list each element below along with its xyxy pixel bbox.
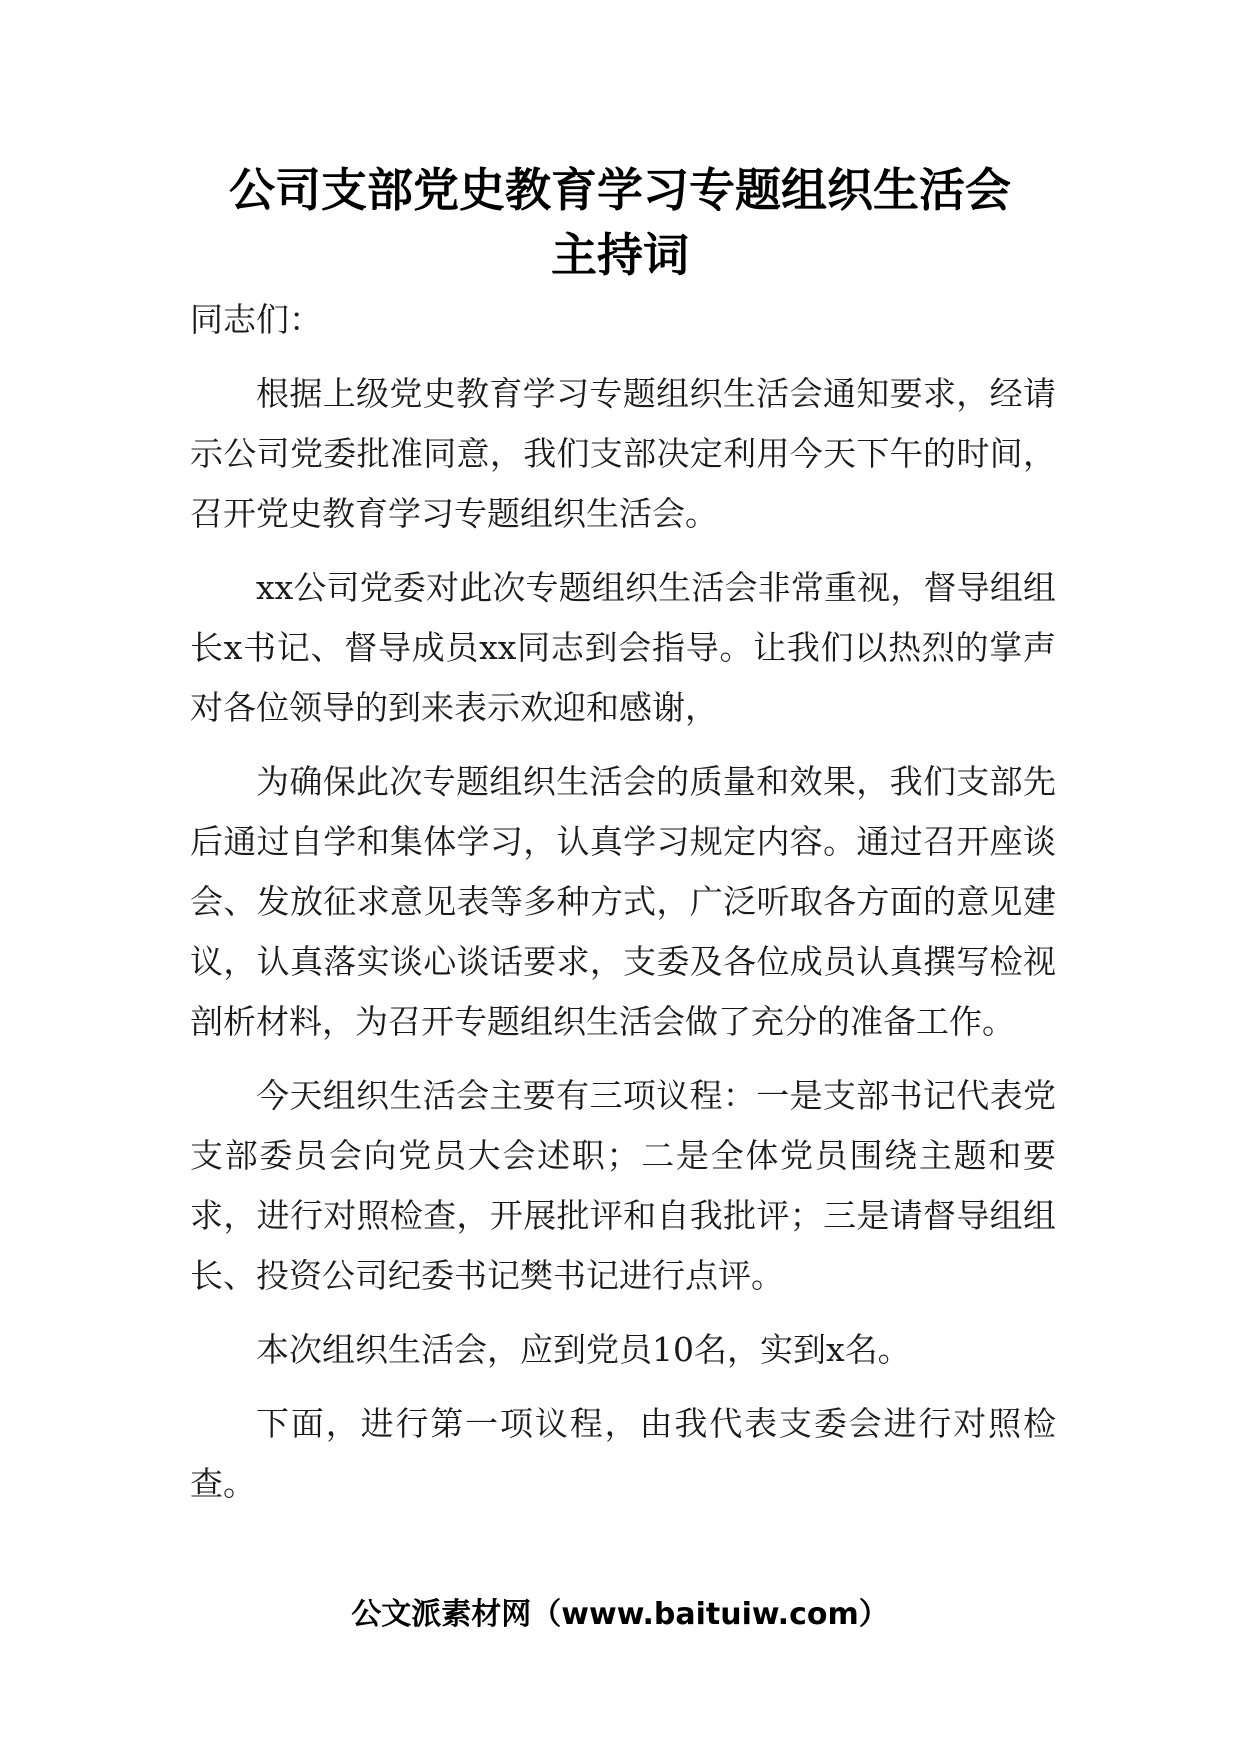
document-title-line-2: 主持词 (551, 228, 689, 282)
document-body (190, 290, 1056, 1528)
greeting: 同志们： (190, 300, 322, 339)
paragraph-2: xx公司党委对此次专题组织生活会非常重视，督导组组长x书记、督导成员xx同志到会指导。让我们以热烈的掌声对各位领导的到来表示欢迎和感谢， (190, 568, 1056, 727)
document-title-line-1: 公司支部党史教育学习专题组织生活会 (229, 163, 1011, 217)
paragraph-5: 本次组织生活会，应到党员10名，实到x名。 (256, 1330, 911, 1369)
paragraph-1: 根据上级党史教育学习专题组织生活会通知要求，经请示公司党委批准同意，我们支部决定利用今天下午的时间，召开党史教育学习专题组织生活会。 (190, 374, 1056, 533)
paragraph-6: 下面，进行第一项议程，由我代表支委会进行对照检查。 (190, 1404, 1056, 1503)
paragraph-3: 为确保此次专题组织生活会的质量和效果，我们支部先后通过自学和集体学习，认真学习规定内容。通过召开座谈会、发放征求意见表等多种方式，广泛听取各方面的意见建议，认真落实谈心谈话要求，支委及各位成员认真撰写检视剖析材料，为召开专题组织生活会做了充分的准备工作。 (190, 762, 1056, 1041)
footer-source: 公文派素材网（www.baituiw.com） (351, 1597, 889, 1632)
paragraph-4: 今天组织生活会主要有三项议程：一是支部书记代表党支部委员会向党员大会述职；二是全体党员围绕主题和要求，进行对照检查，开展批评和自我批评；三是请督导组组长、投资公司纪委书记樊书记进行点评。 (190, 1076, 1056, 1295)
